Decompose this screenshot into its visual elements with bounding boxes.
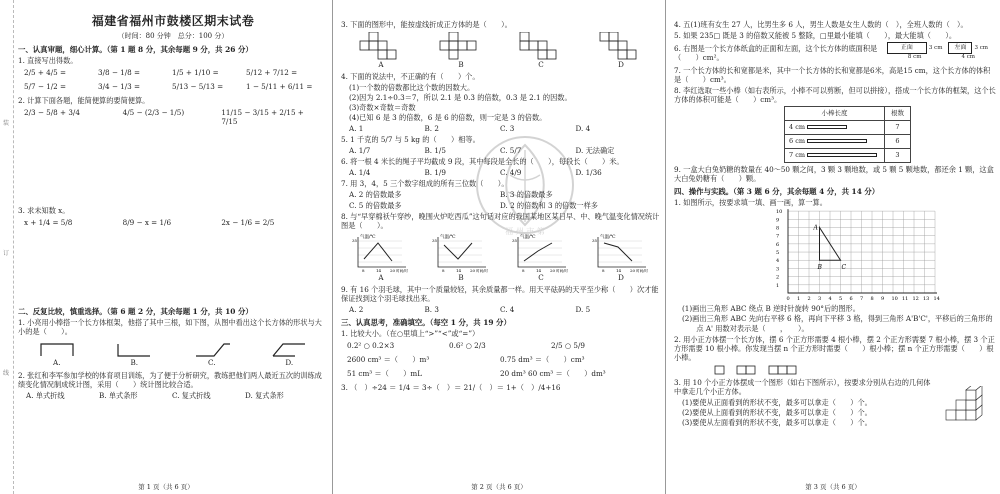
options-row bbox=[341, 124, 661, 133]
expression: 1/5 + 1/10 = bbox=[172, 68, 219, 77]
table-row bbox=[785, 121, 911, 135]
question-text: 2. 用小正方体摆一个长方体，摆 6 个正方形需要 4 根小棒，摆 2 个正方形需要 7 根小棒，摆 3 个正方形需要 10 根小棒。你发现当摆 n 个正方形时需要（ ）根小棒；摆 n 个正方形需要（ ）根小棒。 bbox=[674, 335, 995, 363]
section-heading: 一、认真审题，细心计算。（第 1 题 8 分，其余每题 9 分，共 26 分） bbox=[18, 44, 253, 54]
table-row bbox=[785, 149, 911, 163]
table-row bbox=[785, 135, 911, 149]
vertex-label: A bbox=[813, 224, 818, 232]
chart-xtick: 20 bbox=[550, 268, 556, 273]
option-figure-d bbox=[269, 340, 309, 367]
chart-option-c bbox=[510, 233, 572, 273]
net-option-c bbox=[518, 32, 564, 69]
grid-y-label: 1 bbox=[776, 283, 780, 290]
front-view bbox=[887, 42, 943, 61]
grid-y-label: 3 bbox=[776, 266, 780, 273]
option-label: B bbox=[458, 60, 464, 69]
instruction: 点 A' 用数对表示是（ ， ）。 bbox=[682, 324, 809, 334]
grid-x-label: 7 bbox=[860, 296, 864, 303]
chart-xtick: 20 bbox=[630, 268, 636, 273]
option: A. 1 bbox=[349, 124, 364, 133]
conversion-row bbox=[341, 369, 661, 378]
options-row bbox=[341, 168, 661, 177]
question-text: 9. 一盒大白兔奶糖的数量在 40～50 颗之间，3 颗 3 颗地数，或 5 颗 5 颗地数，都还余 1 颗，这盒大白兔奶糖有（ ）颗。 bbox=[674, 165, 994, 183]
option: D. 复式条形 bbox=[245, 391, 284, 401]
grid-x-label: 14 bbox=[933, 296, 940, 303]
question-text: 9. 有 16 个羽毛球，其中一个质量较轻，其余质量都一样。用天平砝码的天平至少称（ ）次才能保证找到这个羽毛球找出来。 bbox=[341, 285, 659, 303]
question-text: 3. （ ）÷24 ＝ 1/4 ＝ 3÷（ ）＝ 21/（ ）＝ 1+（ ）/4+16 bbox=[341, 383, 561, 393]
grid-x-label: 3 bbox=[818, 296, 822, 303]
conversion-item: 2600 cm³ ＝（ ）m³ bbox=[347, 355, 430, 365]
chart-xtick: 14 bbox=[616, 268, 622, 273]
square-pattern bbox=[736, 365, 758, 375]
question-text: 1. 小亮用小棒搭一个长方体框架，他搭了其中三根，如下图，从图中看出这个长方体的形状与大小的是（ ）。 bbox=[18, 318, 322, 337]
equation-row bbox=[18, 218, 328, 227]
option: A. 单式折线 bbox=[26, 391, 65, 401]
net-option-b bbox=[438, 32, 484, 69]
option: B. 单式条形 bbox=[99, 391, 138, 401]
grid-x-label: 2 bbox=[807, 296, 811, 303]
option: B. 2 bbox=[424, 124, 439, 133]
options-row bbox=[341, 146, 661, 155]
expression: 11/15 − 3/15 + 2/15 + 7/15 bbox=[221, 108, 304, 126]
cube-net-figures bbox=[341, 32, 661, 69]
expression: 3/8 − 1/8 = bbox=[98, 68, 141, 77]
grid-x-label: 13 bbox=[923, 296, 930, 303]
stick-cell bbox=[785, 121, 885, 135]
instruction: (2)画出三角形 ABC 先向右平移 6 格，再向下平移 3 格，得到三角形 A'B'C'，平移后的三角形的 bbox=[682, 314, 993, 324]
compare-item: 2/5 ○ 5/9 bbox=[551, 341, 585, 351]
question-text: 5. 1 千克的 5/7 与 5 kg 的（ ）相等。 bbox=[341, 135, 480, 144]
exam-subtitle: （时间：80 分钟 总分：100 分） bbox=[117, 32, 229, 40]
stick-length: 7 cm bbox=[789, 151, 806, 160]
question-text: 1. 比较大小。（在○里填上“>”“<”或“=”） bbox=[341, 329, 480, 339]
option: C. 复式折线 bbox=[172, 391, 211, 401]
left-view-rect: 左面 bbox=[948, 42, 972, 54]
chart-option-b bbox=[430, 233, 492, 273]
table-header: 小棒长度 bbox=[785, 107, 885, 121]
exam-page-1 bbox=[0, 0, 333, 494]
option: D. 4 bbox=[575, 124, 591, 133]
stick-count: 3 bbox=[885, 149, 911, 163]
option-label: B bbox=[458, 273, 464, 282]
options-row bbox=[341, 305, 661, 314]
equation: 8/9 − x = 1/6 bbox=[122, 218, 172, 227]
chart-ymax: 35 bbox=[512, 238, 518, 243]
instruction: (2)要使从上面看到的形状不变，最多可以拿走（ ）个。 bbox=[682, 408, 872, 418]
instruction: (1)画出三角形 ABC 绕点 B 逆时针旋转 90°后的图形。 bbox=[682, 304, 860, 314]
left-view bbox=[948, 42, 988, 61]
chart-xtick: 8 bbox=[442, 268, 445, 273]
option: A. 2 bbox=[349, 305, 364, 314]
statement: (3)奇数×奇数＝奇数 bbox=[349, 103, 416, 112]
vertex-label: C bbox=[841, 264, 847, 272]
section-heading: 二、反复比较，慎重选择。（第 6 题 2 分，其余每题 1 分，共 10 分） bbox=[18, 307, 253, 316]
cube-stack-figure bbox=[944, 386, 992, 424]
chart-option bbox=[590, 233, 652, 282]
table-header: 根数 bbox=[885, 107, 911, 121]
option: C. 3 bbox=[500, 124, 515, 133]
question-text: 4. 五(1)班有女生 27 人，比男生多 6 人，男生人数是女生人数的（ ），全班人数的（ ）。 bbox=[674, 20, 968, 29]
square-pattern bbox=[768, 365, 800, 375]
compare-item: 0.6² ○ 2/3 bbox=[449, 341, 486, 351]
exam-page-3 bbox=[666, 0, 1000, 494]
section-heading: 四、操作与实践。（第 3 题 6 分，其余每题 4 分，共 14 分） bbox=[674, 187, 880, 196]
expression-row bbox=[18, 108, 328, 126]
binding-margin bbox=[0, 0, 14, 494]
stick-length: 6 cm bbox=[789, 137, 806, 146]
grid-y-label: 9 bbox=[776, 217, 780, 224]
chart-xtick: 20 bbox=[470, 268, 476, 273]
grid-y-label: 6 bbox=[776, 242, 780, 249]
option-label: A. bbox=[53, 358, 61, 368]
option-label: A bbox=[378, 60, 384, 69]
grid-y-label: 4 bbox=[776, 258, 780, 265]
dimension-label: 3 cm bbox=[974, 44, 988, 51]
options-row bbox=[18, 391, 328, 400]
chart-option bbox=[350, 233, 412, 282]
option: B. 1/5 bbox=[424, 146, 446, 155]
chart-xtick: 20 bbox=[390, 268, 396, 273]
stick-icon bbox=[807, 153, 877, 157]
compare-row bbox=[341, 341, 661, 350]
question-text: 7. 一个长方体的长和宽都是米，其中一个长方体的长和宽都是6米，高是15 cm，这个长方体的体积是（ ）cm³。 bbox=[674, 66, 991, 84]
question-with-figure bbox=[674, 42, 996, 64]
statement: (2)因为 2.1÷0.3＝7，所以 2.1 是 0.3 的倍数，0.3 是 2.1 的因数。 bbox=[349, 93, 572, 102]
chart-xlabel: 时间/时 bbox=[556, 269, 568, 273]
option: C. 4/9 bbox=[500, 168, 522, 177]
grid-x-label: 1 bbox=[797, 296, 801, 303]
expression: 1 − 5/11 + 6/11 = bbox=[246, 82, 313, 91]
option: A. 1/4 bbox=[349, 168, 371, 177]
question-text: 1. 如图所示，按要求填一填、画一画，算一算。 bbox=[674, 198, 827, 208]
temperature-charts bbox=[341, 233, 661, 282]
page-footer: 第 2 页（共 6 页） bbox=[471, 482, 527, 491]
vertex-label: B bbox=[817, 264, 822, 272]
stick-length: 4 cm bbox=[789, 123, 806, 132]
option: B. 1/9 bbox=[424, 168, 446, 177]
grid-x-label: 6 bbox=[849, 296, 853, 303]
grid-x-label: 0 bbox=[786, 296, 790, 303]
chart-option-d bbox=[590, 233, 652, 273]
grid-y-label: 2 bbox=[776, 274, 780, 281]
binding-mark: 装 bbox=[3, 120, 10, 127]
grid-figure bbox=[774, 209, 996, 303]
options-row bbox=[341, 201, 661, 210]
option-label: A bbox=[378, 273, 384, 282]
grid-y-label: 7 bbox=[776, 233, 780, 240]
question-text: 8. 与“早穿棉袄午穿纱，晚围火炉吃西瓜”这句话对应的我国某地区某日早、中、晚气温变化情况统计图是（ ）。 bbox=[341, 212, 660, 230]
exam-page-2 bbox=[333, 0, 666, 494]
equation: 2x − 1/6 = 2/5 bbox=[221, 218, 275, 227]
chart-xtick: 8 bbox=[522, 268, 525, 273]
option: C. 4 bbox=[500, 305, 515, 314]
chart-xtick: 14 bbox=[376, 268, 382, 273]
grid-x-label: 4 bbox=[828, 296, 832, 303]
page-footer: 第 3 页（共 6 页） bbox=[805, 482, 861, 491]
dimension-label: 3 cm bbox=[928, 44, 943, 51]
chart-option-a bbox=[350, 233, 412, 273]
expression: 5/13 − 5/13 = bbox=[172, 82, 224, 91]
grid-y-label: 5 bbox=[776, 250, 780, 257]
question-text: 3. 求未知数 x。 bbox=[18, 206, 70, 215]
stick-cell bbox=[785, 135, 885, 149]
chart-option bbox=[430, 233, 492, 282]
option: B. 3 的倍数最多 bbox=[500, 190, 553, 199]
exam-title: 福建省福州市鼓楼区期末试卷 bbox=[91, 14, 255, 28]
option-label: C. bbox=[207, 358, 216, 368]
question-text: 2. 计算下面各题，能简便算的要简便算。 bbox=[18, 96, 150, 105]
option-figure-b bbox=[114, 340, 154, 367]
option: C. 5 的倍数最多 bbox=[349, 201, 402, 210]
option: D. 5 bbox=[575, 305, 591, 314]
option-figure-a bbox=[37, 340, 77, 367]
grid-x-label: 10 bbox=[891, 296, 898, 303]
chart-option bbox=[510, 233, 572, 282]
square-pattern-figure bbox=[674, 365, 996, 375]
instruction: (3)要使从左面看到的形状不变，最多可以拿走（ ）个。 bbox=[682, 418, 872, 428]
grid-axes bbox=[788, 209, 937, 293]
conversion-row bbox=[341, 355, 661, 364]
option: A. 1/7 bbox=[349, 146, 371, 155]
question-text: 1. 直接写出得数。 bbox=[18, 56, 78, 65]
option-label: D. bbox=[285, 358, 294, 368]
question-text: 8. 李红选取一些小棒（如右表所示，小棒不可以剪断，但可以拼接），搭成一个长方体的框架，这个长方体的体积可能是（ ）cm³。 bbox=[674, 86, 996, 104]
page-footer: 第 1 页（共 6 页） bbox=[138, 482, 194, 491]
conversion-item: 20 dm³ 60 cm³ ＝（ ）dm³ bbox=[500, 369, 606, 379]
option-label: B. bbox=[130, 358, 139, 368]
question-text: 4. 下面的说法中，不正确的有（ ）个。 bbox=[341, 72, 480, 81]
grid-y-label: 8 bbox=[776, 225, 780, 232]
option-figure-c bbox=[192, 340, 232, 367]
front-view-rect: 正面 bbox=[887, 42, 927, 54]
coordinate-grid bbox=[774, 209, 944, 303]
stick-count: 6 bbox=[885, 135, 911, 149]
expression: 2/5 + 4/5 = bbox=[24, 68, 67, 77]
option: B. 3 bbox=[424, 305, 439, 314]
net-option-d bbox=[598, 32, 644, 69]
option: D. 无法确定 bbox=[575, 146, 615, 155]
equation: x + 1/4 = 5/8 bbox=[24, 218, 73, 227]
option: D. 1/36 bbox=[575, 168, 602, 177]
chart-xtick: 8 bbox=[602, 268, 605, 273]
question-text: 3. 用 10 个小正方体摆成一个图形（如右下图所示），按要求分别从右边的几何体中拿走几个小正方体。 bbox=[674, 378, 931, 397]
grid-x-label: 11 bbox=[902, 296, 909, 303]
question-text: 2. 张红和李军参加学校的体育项目训练，为了便于分析研究，教练把他们两人最近五次的训练成绩变化情况制成统计图，采用（ ）统计图比较合适。 bbox=[18, 371, 322, 390]
binding-mark: 订 bbox=[3, 250, 10, 257]
square-pattern bbox=[714, 365, 726, 375]
chart-xlabel: 时间/时 bbox=[476, 269, 488, 273]
grid-x-label: 8 bbox=[870, 296, 874, 303]
question-text: 7. 用 3，4，5 三个数字组成的所有三位数（ ）。 bbox=[341, 179, 509, 188]
expression-row bbox=[18, 68, 328, 77]
compare-item: 0.2² ○ 0.2×3 bbox=[347, 341, 395, 351]
expression: 5/12 + 7/12 = bbox=[246, 68, 298, 77]
stick-cell bbox=[785, 149, 885, 163]
dimension-label: 8 cm bbox=[907, 54, 922, 60]
chart-xtick: 8 bbox=[362, 268, 365, 273]
dimension-label: 4 cm bbox=[961, 54, 975, 60]
stick-icon bbox=[807, 125, 847, 129]
chart-ymax: 35 bbox=[592, 238, 598, 243]
chart-ymax: 35 bbox=[432, 238, 438, 243]
chart-xlabel: 时间/时 bbox=[636, 269, 648, 273]
grid-x-label: 5 bbox=[839, 296, 843, 303]
grid-x-label: 9 bbox=[881, 296, 885, 303]
statement: (4)已知 6 是 3 的倍数，6 是 6 的倍数，则一定是 3 的倍数。 bbox=[349, 113, 547, 122]
option-label: C bbox=[538, 273, 544, 282]
stick-count: 7 bbox=[885, 121, 911, 135]
chart-ylabel: 气温/℃ bbox=[360, 235, 376, 240]
option-label: D bbox=[618, 60, 624, 69]
option: D. 2 的倍数和 3 的倍数一样多 bbox=[500, 201, 598, 210]
binding-mark: 线 bbox=[3, 370, 10, 377]
chart-ymax: 35 bbox=[352, 238, 358, 243]
instruction: (1)要使从正面看到的形状不变，最多可以拿走（ ）个。 bbox=[682, 398, 872, 408]
chart-xlabel: 时间/时 bbox=[396, 269, 408, 273]
question-text: 6. 将一根 4 米长的绳子平均截成 9 段，其中每段是全长的（ ），每段长（ ）米。 bbox=[341, 157, 624, 166]
chart-ylabel: 气温/℃ bbox=[520, 235, 536, 240]
grid-y-label: 10 bbox=[776, 209, 783, 216]
conversion-item: 51 cm³ ＝（ ）mL bbox=[347, 369, 422, 379]
chart-xtick: 14 bbox=[536, 268, 542, 273]
expression: 5/7 − 1/2 = bbox=[24, 82, 67, 91]
question-text: 6. 右图是一个长方体纸盒的正面和左面，这个长方体的底面积是（ ）cm²。 bbox=[674, 44, 878, 62]
expression: 4/5 − (2/3 − 1/5) bbox=[122, 108, 185, 117]
option-label: C bbox=[538, 60, 544, 69]
expression: 2/3 − 5/8 + 3/4 bbox=[24, 108, 80, 117]
chart-ylabel: 气温/℃ bbox=[600, 235, 616, 240]
box-views-figure bbox=[887, 42, 988, 61]
expression: 3/4 − 1/3 = bbox=[98, 82, 141, 91]
expression-row bbox=[18, 82, 328, 91]
conversion-item: 0.75 dm³ ＝（ ）cm³ bbox=[500, 355, 585, 365]
stick-figures bbox=[18, 340, 328, 367]
question-text: 3. 下面的图形中，能按虚线折成正方体的是（ ）。 bbox=[341, 20, 512, 29]
option-label: D bbox=[618, 273, 624, 282]
chart-xtick: 14 bbox=[456, 268, 462, 273]
stick-icon bbox=[807, 139, 867, 143]
options-row bbox=[341, 190, 661, 199]
grid-x-label: 12 bbox=[912, 296, 919, 303]
watermark-text: 福 州 市 第 bbox=[505, 227, 545, 236]
question-text: 5. 如果 235□ 既是 3 的倍数又能被 5 整除，□里最小能填（ ），最大能填（ ）。 bbox=[674, 31, 957, 40]
option: A. 2 的倍数最多 bbox=[349, 190, 402, 199]
chart-ylabel: 气温/℃ bbox=[440, 235, 456, 240]
section-heading: 三、认真思考，准确填空。（每空 1 分，共 19 分） bbox=[341, 318, 511, 327]
stick-table bbox=[784, 106, 911, 163]
statement: (1)一个数的倍数都比这个数的因数大。 bbox=[349, 83, 475, 92]
net-option-a bbox=[358, 32, 404, 69]
cube-question bbox=[674, 378, 996, 427]
option: C. 5/7 bbox=[500, 146, 522, 155]
